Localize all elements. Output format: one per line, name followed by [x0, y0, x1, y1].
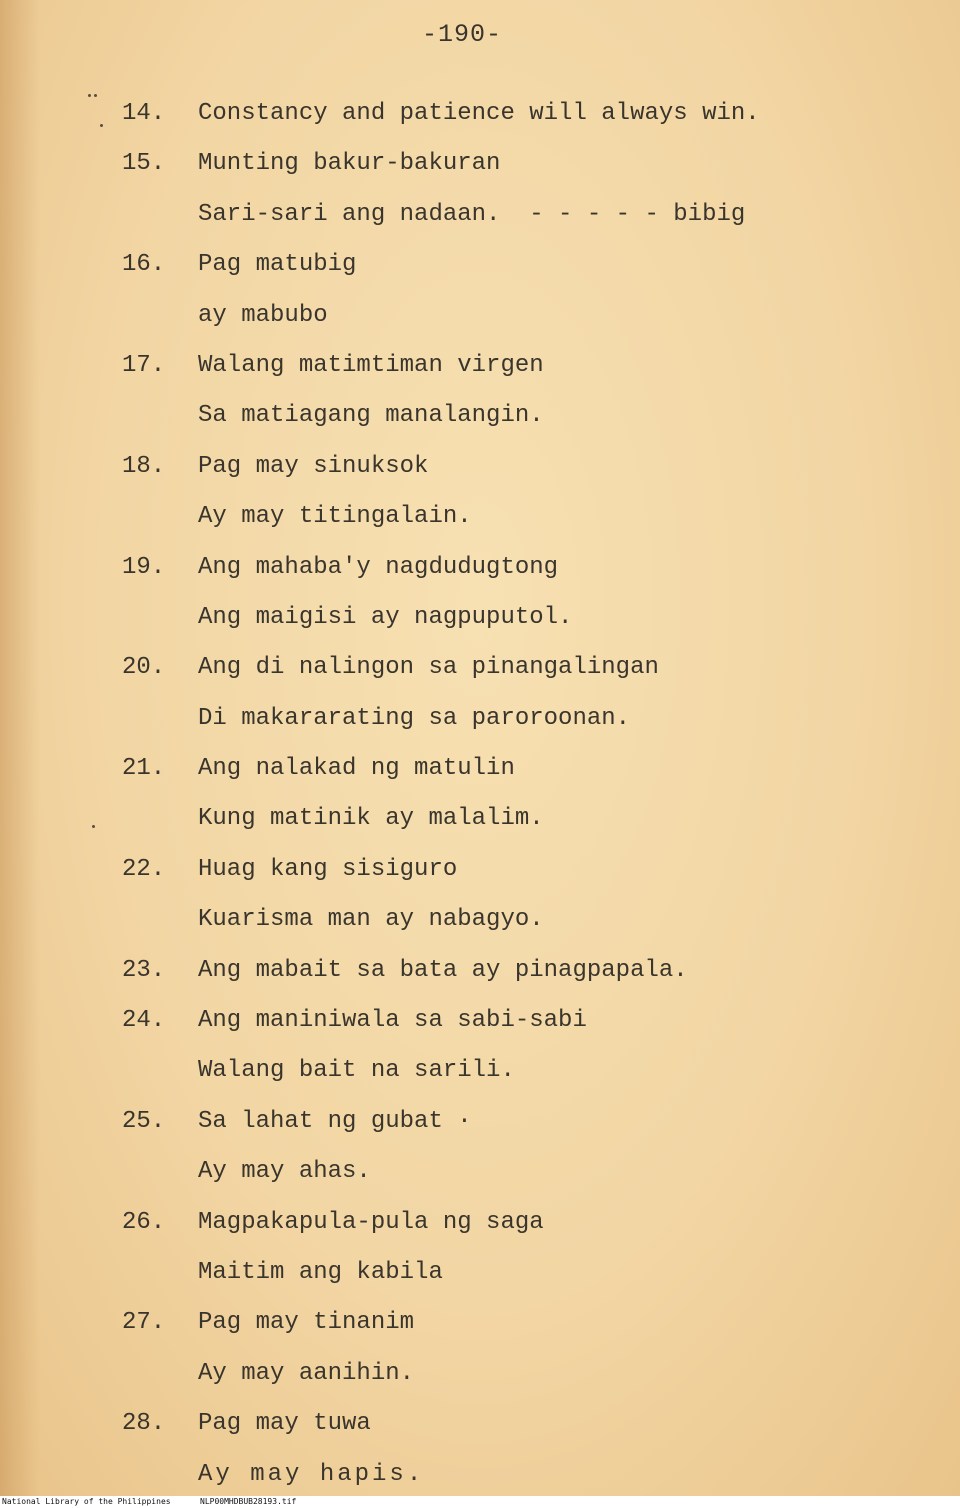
proverb-number: 21.: [122, 755, 166, 783]
proverb-line: [0, 1001, 960, 1051]
proverb-line: [0, 497, 960, 547]
page-number: -190-: [421, 20, 502, 49]
proverb-text: ay mabubo: [198, 301, 328, 329]
proverb-text: Ang nalakad ng matulin: [198, 755, 515, 783]
proverb-text: Constancy and patience will always win.: [198, 100, 760, 127]
proverb-text: Munting bakur-bakuran: [198, 150, 501, 178]
footer-library-name: National Library of the Philippines: [2, 1497, 171, 1506]
proverb-text: Pag may tuwa: [198, 1410, 371, 1438]
proverb-text: Sari-sari ang nadaan. - - - - - bibig: [198, 200, 746, 228]
proverb-line: [0, 1404, 960, 1454]
proverb-number: 17.: [122, 351, 166, 379]
proverb-text: Sa matiagang manalangin.: [198, 402, 544, 430]
footer-file-name: NLP00MHDBUB28193.tif: [200, 1497, 297, 1506]
proverb-line: [0, 447, 960, 497]
proverb-list: [0, 94, 960, 1505]
proverb-number: 24.: [122, 1007, 166, 1035]
proverb-text: Sa lahat ng gubat ·: [198, 1107, 472, 1135]
proverb-line: [0, 245, 960, 295]
proverb-line: [0, 144, 960, 194]
proverb-number: 22.: [122, 855, 166, 883]
proverb-number: 23.: [122, 956, 166, 984]
proverb-text: Ang mahaba'y nagdudugtong: [198, 553, 559, 581]
proverb-line: [0, 94, 960, 144]
proverb-text: Pag matubig: [198, 251, 357, 279]
proverb-number: 25.: [122, 1107, 166, 1135]
proverb-line: [0, 548, 960, 598]
proverb-text: Kuarisma man ay nabagyo.: [198, 906, 544, 934]
proverb-number: 20.: [122, 654, 166, 682]
proverb-text: Kung matinik ay malalim.: [198, 805, 544, 833]
proverb-text: Walang bait na sarili.: [198, 1057, 515, 1085]
proverb-text: Ang di nalingon sa pinangalingan: [198, 654, 659, 682]
proverb-line: [0, 195, 960, 245]
proverb-line: [0, 900, 960, 950]
proverb-text: Pag may sinuksok: [198, 452, 429, 480]
proverb-text: Ang maigisi ay nagpuputol.: [198, 603, 573, 631]
proverb-text: Maitim ang kabila: [198, 1258, 443, 1286]
proverb-line: [0, 396, 960, 446]
proverb-number: 28.: [122, 1410, 166, 1438]
proverb-line: [0, 951, 960, 1001]
proverb-text: Walang matimtiman virgen: [198, 351, 544, 379]
proverb-text: Pag may tinanim: [198, 1309, 415, 1337]
proverb-line: [0, 1203, 960, 1253]
scan-footer: [0, 1496, 960, 1508]
proverb-number: 18.: [122, 452, 166, 480]
proverb-number: 14.: [122, 100, 166, 127]
proverb-number: 27.: [122, 1309, 166, 1337]
proverb-line: [0, 749, 960, 799]
proverb-text: Ang maniniwala sa sabi-sabi: [198, 1007, 587, 1035]
proverb-line: [0, 1253, 960, 1303]
proverb-line: [0, 799, 960, 849]
proverb-number: 15.: [122, 150, 166, 178]
proverb-line: [0, 296, 960, 346]
proverb-line: [0, 850, 960, 900]
proverb-text: Ay may aanihin.: [198, 1359, 415, 1387]
proverb-text: Ang mabait sa bata ay pinagpapala.: [198, 956, 688, 984]
proverb-line: [0, 1102, 960, 1152]
proverb-number: 19.: [122, 553, 166, 581]
proverb-line: [0, 1354, 960, 1404]
proverb-line: [0, 1303, 960, 1353]
proverb-text: Di makararating sa paroroonan.: [198, 704, 631, 732]
proverb-line: [0, 598, 960, 648]
proverb-text: Ay may titingalain.: [198, 503, 472, 531]
proverb-line: [0, 1051, 960, 1101]
proverb-text: Huag kang sisiguro: [198, 855, 458, 883]
proverb-text: Ay may hapis.: [198, 1460, 425, 1488]
proverb-number: 16.: [122, 251, 166, 279]
proverb-line: [0, 699, 960, 749]
proverb-text: Magpakapula-pula ng saga: [198, 1208, 544, 1236]
proverb-text: Ay may ahas.: [198, 1158, 371, 1186]
proverb-line: [0, 346, 960, 396]
proverb-number: 26.: [122, 1208, 166, 1236]
proverb-line: [0, 1152, 960, 1202]
proverb-line: [0, 648, 960, 698]
